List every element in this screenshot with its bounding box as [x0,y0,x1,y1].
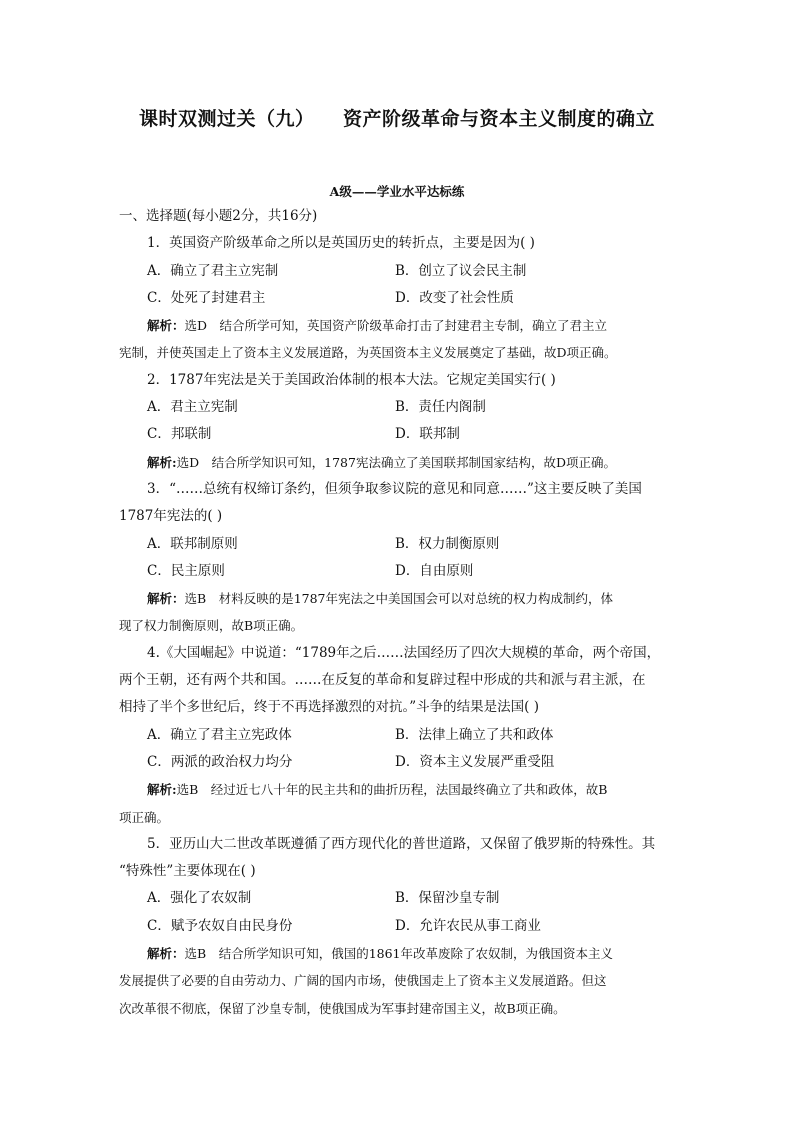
analysis-label: 解析： [147,591,185,607]
analysis-line: 宪制，并使英国走上了资本主义发展道路，为英国资本主义发展奠定了基础，故D项正确。 [119,345,617,361]
option-row [119,722,679,749]
option-row [119,558,679,585]
question-stem-cont: 1787年宪法的( ) [119,508,223,525]
option-d: D．允许农民从事工商业 [395,917,541,934]
option-a: A．联邦制原则 [147,535,238,552]
option-row [119,394,679,421]
option-c: C．民主原则 [147,562,225,579]
analysis-label: 解析： [147,946,185,962]
option-row [119,913,679,940]
option-b: B．创立了议会民主制 [395,262,527,279]
question-stem-cont: 相持了半个多世纪后，终于不再选择激烈的对抗。”斗争的结果是法国( ) [119,699,539,716]
question-stem: 1．英国资产阶级革命之所以是英国历史的转折点，主要是因为( ) [147,235,535,252]
analysis-text: 选B 结合所学知识可知，俄国的1861年改革废除了农奴制，为俄国资本主义 [184,946,614,962]
option-row [119,885,679,912]
question-stem: 2．1787年宪法是关于美国政治体制的根本大法。它规定美国实行( ) [147,371,556,388]
analysis-line [119,585,679,612]
analysis-line: 次改革很不彻底，保留了沙皇专制，使俄国成为军事封建帝国主义，故B项正确。 [119,1000,566,1016]
analysis-line: 项正确。 [119,809,170,825]
analysis-line: 现了权力制衡原则，故B项正确。 [119,618,304,634]
analysis-line: 发展提供了必要的自由劳动力、广阔的国内市场，使俄国走上了资本主义发展道路。但这 [119,973,607,989]
analysis-text: 选B 材料反映的是1787年宪法之中美国国会可以对总统的权力构成制约，体 [184,591,614,607]
question-list [119,203,679,1022]
analysis-text: 选D 结合所学知识可知，1787宪法确立了美国联邦制国家结构，故D项正确。 [176,454,616,470]
option-d: D．联邦制 [395,426,460,443]
option-d: D．改变了社会性质 [395,289,514,306]
option-row [119,285,679,312]
option-c: C．两派的政治权力均分 [147,753,293,770]
section-heading: 一、选择题(每小题2分，共16分) [119,208,318,224]
question-stem-cont: 两个王朝，还有两个共和国。……在反复的革命和复辟过程中形成的共和派与君主派，在 [119,672,646,689]
analysis-label: 解析： [147,318,185,334]
analysis-text: 选D 结合所学可知，英国资产阶级革命打击了封建君主专制，确立了君主立 [184,318,608,334]
option-d: D．自由原则 [395,562,474,579]
option-row [119,749,679,776]
analysis-text: 选B 经过近七八十年的民主共和的曲折历程，法国最终确立了共和政体，故B [176,782,608,798]
analysis-line [119,940,679,967]
option-c: C．处死了封建君主 [147,289,266,306]
option-row [119,258,679,285]
analysis-line [119,776,679,803]
option-a: A．君主立宪制 [147,399,238,416]
page-title: 课时双测过关（九） 资产阶级革命与资本主义制度的确立 [139,108,655,130]
option-b: B．法律上确立了共和政体 [395,726,554,743]
option-a: A．确立了君主立宪政体 [147,726,292,743]
analysis-label: 解析: [147,782,177,798]
analysis-label: 解析: [147,454,177,470]
option-a: A．确立了君主立宪制 [147,262,279,279]
option-a: A．强化了农奴制 [147,890,252,907]
option-b: B．权力制衡原则 [395,535,500,552]
analysis-line [119,449,679,476]
option-b: B．责任内阁制 [395,399,486,416]
option-c: C．赋予农奴自由民身份 [147,917,293,934]
question-stem: 5．亚历山大二世改革既遵循了西方现代化的普世道路，又保留了俄罗斯的特殊性。其 [147,835,656,852]
question-stem: 4.《大国崛起》中说道：“1789年之后……法国经历了四次大规模的革命，两个帝国， [147,644,661,661]
option-row [119,421,679,448]
question-stem: 3．“……总统有权缔订条约，但须争取参议院的意见和同意……”这主要反映了美国 [147,480,642,497]
option-d: D．资本主义发展严重受阻 [395,753,555,770]
option-b: B．保留沙皇专制 [395,890,500,907]
level-heading: A级——学业水平达标练 [329,184,465,199]
analysis-line [119,312,679,339]
option-row [119,531,679,558]
question-stem-cont: “特殊性”主要体现在( ) [119,863,256,880]
option-c: C．邦联制 [147,426,212,443]
